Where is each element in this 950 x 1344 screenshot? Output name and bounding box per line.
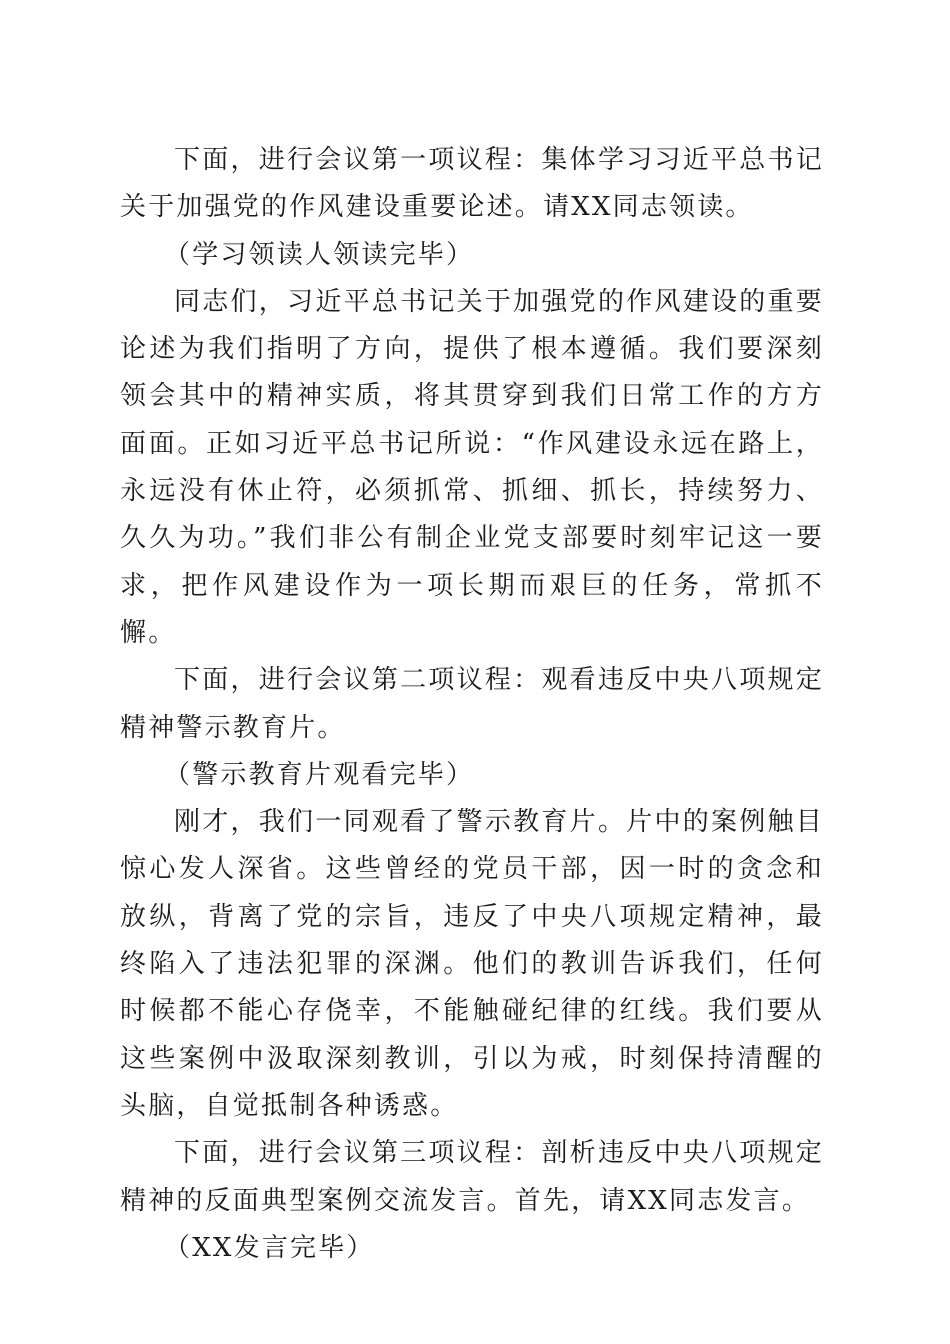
agenda-item-three: 下面，进行会议第三项议程：剖析违反中央八项规定精神的反面典型案例交流发言。首先，请XX同志发言。 <box>120 1138 824 1216</box>
document-body <box>120 137 824 1272</box>
speech-paragraph-style-building: 同志们，习近平总书记关于加强党的作风建设的重要论述为我们指明了方向，提供了根本遵循。我们要深刻领会其中的精神实质，将其贯穿到我们日常工作的方方面面。正如习近平总书记所说：“作风建设永远在路上，永远没有休止符，必须抓常、抓细、抓长，持续努力、久久为功。”我们非公有制企业党支部要时刻牢记这一要求，把作风建设作为一项长期而艰巨的任务，常抓不懈。 <box>120 286 824 648</box>
speech-paragraph-warning-film: 刚才，我们一同观看了警示教育片。片中的案例触目惊心发人深省。这些曾经的党员干部，因一时的贪念和放纵，背离了党的宗旨，违反了中央八项规定精神，最终陷入了违法犯罪的深渊。他们的教训告诉我们，任何时候都不能心存侥幸，不能触碰纪律的红线。我们要从这些案例中汲取深刻教训，引以为戒，时刻保持清醒的头脑，自觉抵制各种诱惑。 <box>120 807 824 1121</box>
stage-note-film-complete: （警示教育片观看完毕） <box>164 759 475 790</box>
stage-note-reading-complete: （学习领读人领读完毕） <box>164 239 475 270</box>
agenda-item-two: 下面，进行会议第二项议程：观看违反中央八项规定精神警示教育片。 <box>120 665 824 743</box>
agenda-item-one: 下面，进行会议第一项议程：集体学习习近平总书记关于加强党的作风建设重要论述。请XX同志领读。 <box>120 145 824 223</box>
stage-note-speech-complete: （XX发言完毕） <box>164 1232 375 1263</box>
